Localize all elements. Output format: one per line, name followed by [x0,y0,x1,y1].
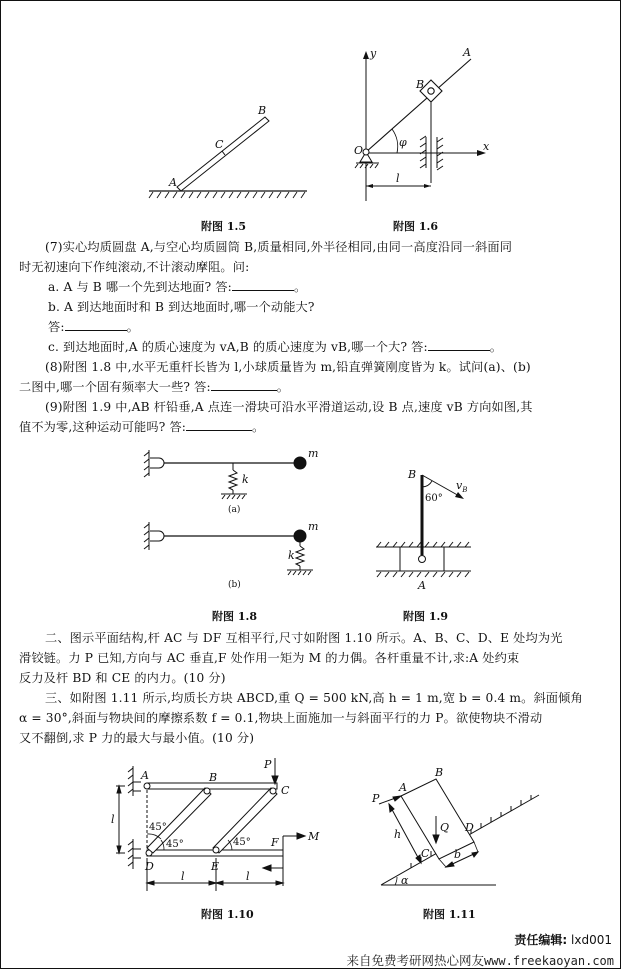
editor-name: lxd001 [571,933,612,947]
label-c: C [421,847,430,860]
ground-hatching [149,192,305,198]
label-d: D [145,860,154,873]
label-c: C [281,784,290,797]
label-x: x [483,140,490,153]
q7-b-answer: 答: 。 [48,317,139,337]
q7-a-answer-blank[interactable] [232,277,294,291]
source-text: 来自免费考研网热心网友 [346,953,484,968]
label-alpha: α [401,874,409,887]
label-p: P [372,792,380,805]
label-b: B [209,771,218,784]
problem3-line3: 又不翻倒,求 P 力的最大与最小值。(10 分) [19,731,255,745]
label-f: F [271,836,279,849]
q9-line2: 值不为零,这种运动可能吗? 答: 。 [19,417,264,437]
q7-c-text: c. 到达地面时,A 的质心速度为 vA,B 的质心速度为 vB,哪一个大? 答: [48,340,428,354]
figure-1-10 [101,746,331,896]
label-p: P [264,758,272,771]
label-angle-60: 60° [425,493,443,504]
caption-fig-1-5: 附图 1.5 [201,220,246,233]
q7-b: b. A 到达地面时和 B 到达地面时,哪一个动能大? [48,300,315,314]
label-angle-2: 45° [166,839,184,850]
q7-c: c. 到达地面时,A 的质心速度为 vA,B 的质心速度为 vB,哪一个大? 答: 。 [48,337,502,357]
source-url[interactable]: www.freekaoyan.com [483,954,614,968]
label-h: h [394,828,402,841]
label-c: C [215,138,224,151]
problem2-line3: 反力及杆 BD 和 CE 的内力。(10 分) [19,671,226,685]
label-a: A [399,781,407,794]
sub-caption-a: (a) [228,505,241,515]
q7-b-answer-blank[interactable] [65,317,127,331]
q9-answer-blank[interactable] [186,417,252,431]
caption-fig-1-6: 附图 1.6 [393,220,438,233]
editor-label: 责任编辑: [514,933,568,947]
q7-line2: 时无初速向下作纯滚动,不计滚动摩阻。问: [19,260,250,274]
label-a: A [169,176,177,189]
label-l-right: l [246,870,250,883]
q8-answer-blank[interactable] [211,377,277,391]
figure-1-6 [331,21,511,201]
q9-line1: (9)附图 1.9 中,AB 杆铅垂,A 点连一滑块可沿水平滑道运动,设 B 点,速度 vB 方向如图,其 [45,400,533,414]
rod-ab [177,117,269,191]
label-o: O [354,144,364,157]
label-b: B [258,104,267,117]
label-k-a: k [242,473,249,486]
label-l-vertical: l [111,813,115,826]
figure-1-9 [361,441,541,611]
q8-line1: (8)附图 1.8 中,水平无重杆长皆为 l,小球质量皆为 m,铅直弹簧刚度皆为 k。试问(a)、(b) [45,360,531,374]
caption-fig-1-10: 附图 1.10 [201,908,254,921]
problem3-line2: α = 30°,斜面与物块间的摩擦系数 f = 0.1,物块上面施加一与斜面平行的力 P。欲使物块不滑动 [19,711,543,725]
q7-line1: (7)实心均质圆盘 A,与空心均质圆筒 B,质量相同,外半径相同,由同一高度沿同一斜面同 [45,240,513,254]
label-b: B [408,468,417,481]
problem3-line1: 三、如附图 1.11 所示,均质长方块 ABCD,重 Q = 500 kN,高 h = 1 m,宽 b = 0.4 m。斜面倾角 [45,691,583,705]
label-a: A [463,46,471,59]
q7-a: a. A 与 B 哪一个先到达地面? 答: 。 [48,277,306,297]
fig-1-8a [144,450,306,499]
label-l-left: l [181,870,185,883]
label-phi: φ [399,136,407,149]
q7-c-answer-blank[interactable] [428,337,490,351]
label-e: E [211,860,220,873]
label-b: B [416,78,425,91]
label-m-a: m [308,447,319,460]
editor-credit [514,931,612,948]
label-angle-1: 45° [149,822,167,833]
q7-a-text: a. A 与 B 哪一个先到达地面? 答: [48,280,232,294]
label-d: D [465,821,474,834]
label-vb: $v_B$ [456,479,468,494]
figure-1-8 [141,446,341,596]
label-a: A [141,769,149,782]
label-angle-3: 45° [233,837,251,848]
label-m-b: m [308,520,319,533]
caption-fig-1-8: 附图 1.8 [212,610,257,623]
label-q: Q [440,821,450,834]
label-a: A [418,579,426,592]
caption-fig-1-11: 附图 1.11 [423,908,476,921]
figure-1-11 [351,746,551,896]
problem2-line1: 二、图示平面结构,杆 AC 与 DF 互相平行,尺寸如附图 1.10 所示。A、B、C、D、E 处均为光 [45,631,563,645]
figure-1-5 [141,91,321,201]
q8-line2: 二图中,哪一个固有频率大一些? 答: 。 [19,377,289,397]
label-m: M [308,830,320,843]
label-k-b: k [288,549,295,562]
label-b: B [435,766,444,779]
label-b-dim: b [454,848,462,861]
label-y: y [370,47,377,60]
caption-fig-1-9: 附图 1.9 [403,610,448,623]
label-l: l [396,172,400,185]
source-credit [346,951,614,969]
sub-caption-b: (b) [228,580,241,590]
problem2-line2: 滑铰链。力 P 已知,方向与 AC 垂直,F 处作用一矩为 M 的力偶。各杆重量不计,求:A 处约束 [19,651,520,665]
